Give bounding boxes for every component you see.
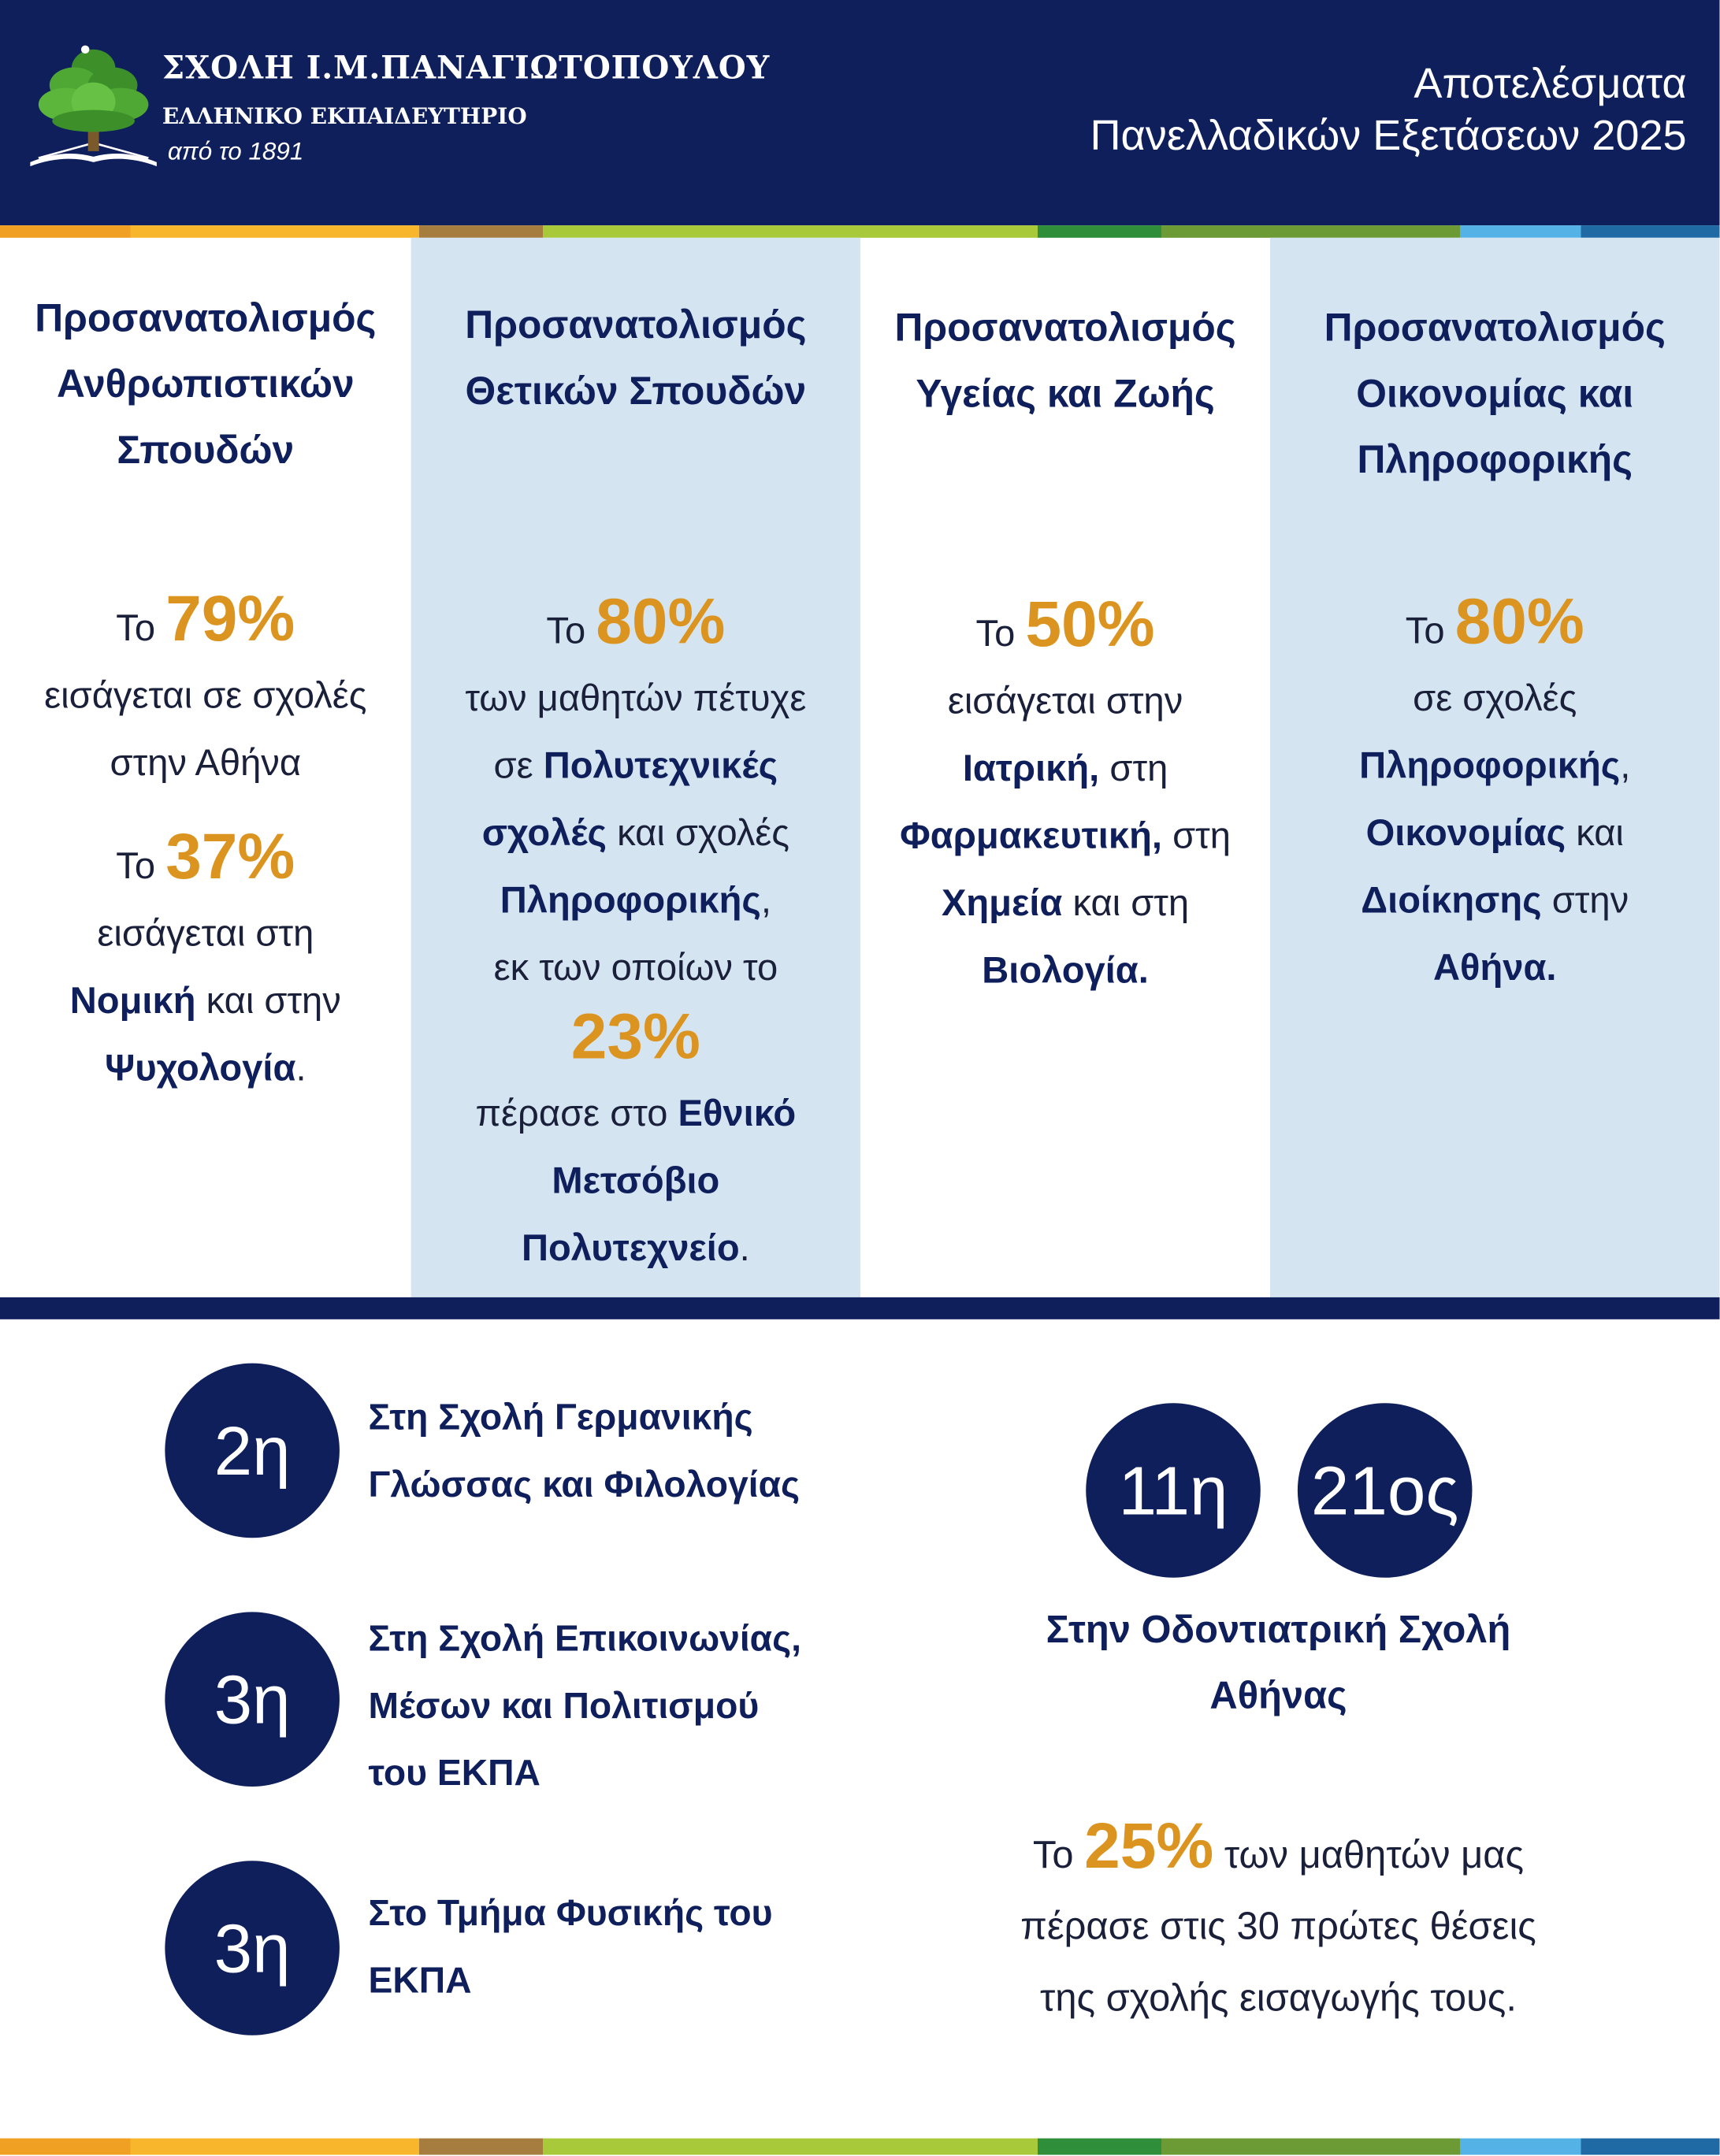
text-span: εισάγεται στη [97, 912, 314, 954]
text-span: Το [116, 844, 166, 887]
column-title-line: Υγείας και Ζωής [916, 372, 1215, 417]
text-span: και στην [195, 979, 341, 1022]
bold-keyword: Αθήνα. [1432, 947, 1557, 989]
text-line [1270, 800, 1719, 866]
rank-label-line: Στη Σχολή Γερμανικής [368, 1396, 753, 1438]
text-span: , [760, 879, 771, 921]
column-title-line: Ανθρωπιστικών [57, 362, 355, 407]
percentage-highlight: 80% [1454, 584, 1584, 657]
text-span: , [1620, 744, 1631, 786]
text-line [0, 729, 411, 796]
column-title [860, 295, 1270, 427]
bold-keyword: Νομική [69, 979, 196, 1022]
percentage-highlight: 80% [596, 584, 726, 657]
text-span: στη [1161, 815, 1231, 856]
bold-keyword: Διοίκησης [1361, 879, 1542, 921]
bold-keyword: Χημεία [941, 882, 1063, 924]
column-title-line: Οικονομίας και [1356, 372, 1634, 417]
bold-keyword: Ιατρική [962, 748, 1090, 789]
percentage-highlight: 25% [1084, 1808, 1214, 1882]
rank-circle: 3η [165, 1861, 340, 2035]
school-subtitle: ΕΛΛΗΝΙΚΟ ΕΚΠΑΙΔΕΥΤΗΡΙΟ [162, 102, 527, 129]
text-line [411, 733, 860, 800]
text-line [411, 584, 860, 665]
text-span: και σχολές [607, 812, 790, 854]
rank-label-line: Στο Τμήμα Φυσικής του [368, 1892, 773, 1934]
text-span: . [739, 1226, 750, 1269]
bold-keyword: Φαρμακευτική [900, 815, 1152, 856]
column-title-line: Θετικών Σπουδών [465, 369, 807, 414]
bold-keyword: Πολυτεχνείο [522, 1226, 740, 1269]
school-name: ΣΧΟΛΗ Ι.Μ.ΠΑΝΑΓΙΩΤΟΠΟΥΛΟΥ [162, 49, 771, 87]
text-line [860, 586, 1270, 667]
rank-circle: 11η [1086, 1403, 1261, 1578]
column-economics [1270, 238, 1719, 1297]
text-line [962, 1962, 1595, 2034]
rank-circle: 3η [165, 1612, 340, 1787]
column-title-line: Σπουδών [117, 429, 295, 473]
text-span: και στη [1062, 882, 1190, 924]
text-line [860, 870, 1270, 937]
text-line [860, 803, 1270, 870]
text-span: Το [1405, 610, 1455, 651]
school-since: από το 1891 [167, 137, 304, 165]
text-line [0, 1035, 411, 1102]
column-health [860, 238, 1270, 1297]
text-line [0, 818, 411, 900]
bold-keyword: Πληροφορικής [500, 879, 761, 921]
text-span: σε σχολές [1413, 677, 1577, 719]
text-span: Το [116, 607, 166, 649]
rank-label-communication [369, 1605, 801, 1807]
text-line [1270, 934, 1719, 1001]
bold-keyword: Πληροφορικής [1359, 744, 1621, 786]
rank-label-line: ΕΚΠΑ [368, 1959, 472, 2002]
bold-keyword: Πολυτεχνικές [543, 744, 778, 786]
text-line [0, 662, 411, 729]
text-line [411, 1215, 860, 1282]
bold-keyword: Εθνικό [678, 1092, 797, 1134]
text-span: πέρασε στις 30 πρώτες θέσεις [1020, 1905, 1536, 1948]
bold-keyword: , [1151, 815, 1162, 856]
rank-label-physics [369, 1880, 773, 2015]
text-line [411, 999, 860, 1080]
color-stripe-top [0, 225, 1719, 238]
percentage-highlight: 37% [165, 818, 295, 892]
text-span: Το [1032, 1833, 1085, 1876]
dental-school-line: Αθήνας [1209, 1673, 1347, 1717]
bold-keyword: Μετσόβιο [552, 1160, 720, 1201]
text-line [1270, 584, 1719, 665]
text-line [0, 581, 411, 662]
text-span: Το [975, 613, 1026, 655]
text-line [0, 967, 411, 1034]
column-body [1270, 584, 1719, 1026]
column-title [0, 286, 411, 484]
text-span: των μαθητών πέτυχε [465, 677, 807, 719]
text-line [411, 800, 860, 866]
rank-label-german [369, 1384, 801, 1519]
rank-circle: 21ος [1298, 1403, 1473, 1578]
text-line [962, 1891, 1595, 1963]
text-line [860, 735, 1270, 802]
text-line [860, 937, 1270, 1004]
text-line [411, 1080, 860, 1147]
column-title-line: Προσανατολισμός [465, 303, 807, 348]
results-title-line: Αποτελέσματα [1414, 59, 1687, 108]
column-sciences [411, 238, 860, 1297]
column-title [411, 293, 860, 425]
rank-label-line: Μέσων και Πολιτισμού [368, 1684, 760, 1727]
text-span: των μαθητών μας [1213, 1833, 1524, 1876]
percentage-highlight: 79% [165, 581, 295, 655]
text-span: της σχολής εισαγωγής τους. [1040, 1976, 1517, 2019]
text-line [411, 934, 860, 1001]
paragraph [0, 818, 411, 1102]
color-stripe-bottom [0, 2139, 1719, 2155]
bold-keyword: Βιολογία. [982, 949, 1149, 991]
paragraph [0, 581, 411, 796]
results-title [1090, 58, 1686, 162]
tree-logo-icon [24, 39, 162, 176]
column-title-line: Προσανατολισμός [1324, 306, 1666, 351]
text-line [962, 1808, 1595, 1891]
bold-keyword: , [1089, 748, 1100, 789]
rank-label-line: Γλώσσας και Φιλολογίας [368, 1463, 801, 1505]
results-title-line: Πανελλαδικών Εξετάσεων 2025 [1090, 111, 1687, 160]
text-span: εισάγεται στην [947, 680, 1183, 722]
top30-stat [962, 1808, 1595, 2034]
bold-keyword: Ψυχολογία [105, 1047, 296, 1089]
text-span: εισάγεται σε σχολές [44, 674, 367, 716]
paragraph [411, 584, 860, 1282]
rank-circle: 2η [165, 1364, 340, 1538]
text-line [411, 665, 860, 732]
text-span: εκ των οποίων το [493, 947, 778, 989]
column-body [411, 584, 860, 1307]
text-line [1270, 665, 1719, 732]
text-line [1270, 733, 1719, 800]
text-span: και [1566, 812, 1624, 854]
column-body [860, 586, 1270, 1029]
text-line [0, 900, 411, 967]
text-line [1270, 867, 1719, 934]
rank-label-line: του ΕΚΠΑ [368, 1752, 541, 1794]
column-title-line: Πληροφορικής [1357, 438, 1633, 483]
column-humanities [0, 238, 411, 1297]
bold-keyword: Οικονομίας [1365, 812, 1566, 854]
column-body [0, 581, 411, 1126]
text-line [411, 867, 860, 934]
paragraph [1270, 584, 1719, 1002]
column-title-line: Προσανατολισμός [894, 306, 1236, 351]
text-span: . [295, 1047, 306, 1089]
paragraph [860, 586, 1270, 1004]
text-span: σε [493, 744, 544, 786]
header [0, 0, 1719, 225]
bold-keyword: σχολές [481, 812, 607, 854]
rank-label-line: Στη Σχολή Επικοινωνίας, [368, 1617, 801, 1659]
text-span: στη [1099, 748, 1168, 789]
percentage-highlight: 23% [570, 999, 700, 1072]
dental-school-label [962, 1597, 1595, 1728]
dental-school-line: Στην Οδοντιατρική Σχολή [1046, 1608, 1511, 1651]
text-span: στην Αθήνα [110, 742, 302, 784]
column-title-line: Προσανατολισμός [35, 296, 377, 341]
column-title [1270, 295, 1719, 493]
text-line [860, 668, 1270, 735]
text-span: στην [1541, 879, 1629, 921]
percentage-highlight: 50% [1025, 586, 1155, 660]
text-line [411, 1148, 860, 1215]
text-span: Το [546, 610, 596, 651]
section-divider [0, 1297, 1719, 1319]
text-span: πέρασε στο [475, 1092, 678, 1134]
